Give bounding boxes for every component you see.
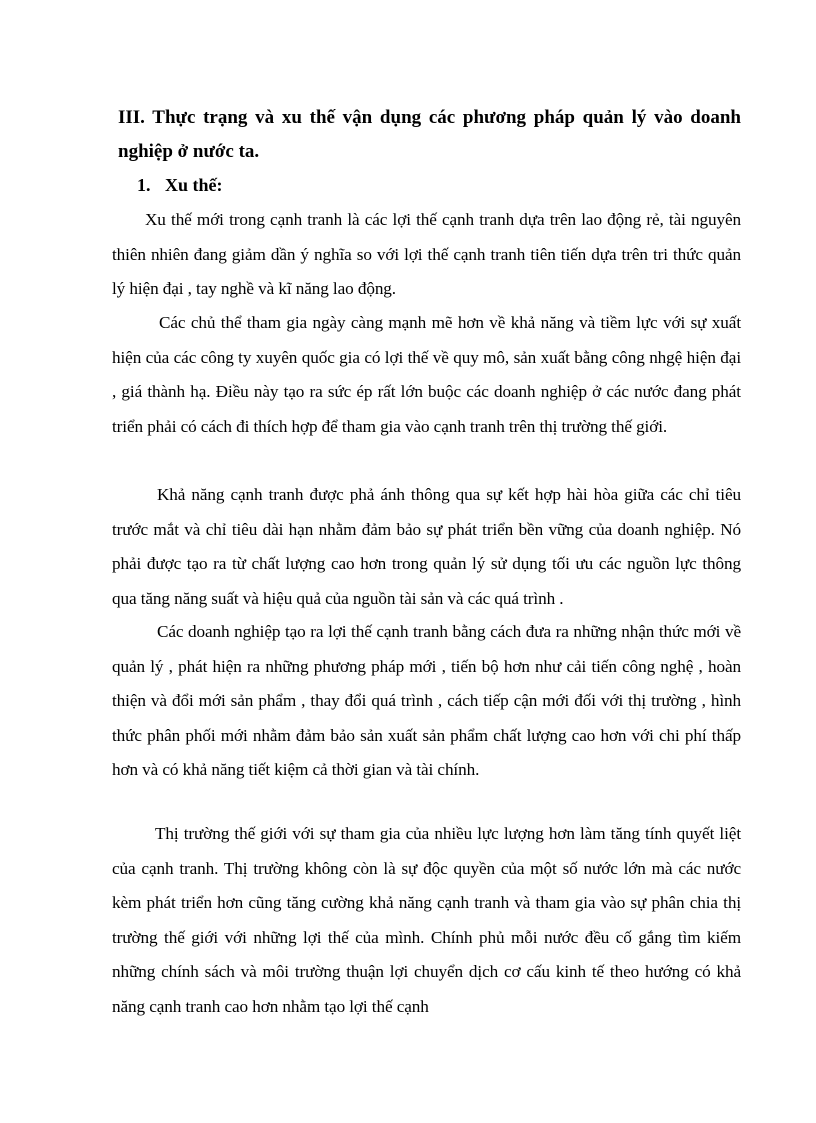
paragraph-3: Khả năng cạnh tranh được phả ánh thông qua sự kết hợp hài hòa giữa các chỉ tiêu trước mắt và chỉ tiêu dài hạn nhằm đảm bảo sự phát triển bền vững của doanh nghiệp. Nó phải được tạo ra từ chất lượng cao hơn trong quản lý sử dụng tối ưu các nguồn lực thông qua tăng năng suất và hiệu quả của nguồn tài sản và các quá trình .: [112, 485, 741, 608]
subsection-title: [137, 170, 223, 200]
paragraph-5: Thị trường thế giới với sự tham gia của nhiều lực lượng hơn làm tăng tính quyết liệt của cạnh tranh. Thị trường không còn là sự độc quyền của một số nước lớn mà các nước kèm phát triển hơn cũng tăng cường khả năng cạnh tranh và tham gia vào sự phân chia thị trường thế giới với những lợi thế của mình. Chính phủ mỗi nước đều cố gắng tìm kiếm những chính sách và môi trường thuận lợi chuyển dịch cơ cấu kinh tế theo hướng có khả năng cạnh tranh cao hơn nhằm tạo lợi thế cạnh: [112, 824, 741, 1016]
paragraph-1: Xu thế mới trong cạnh tranh là các lợi thế cạnh tranh dựa trên lao động rẻ, tài nguyên thiên nhiên đang giảm dần ý nghĩa so với lợi thế cạnh tranh tiên tiến dựa trên tri thức quản lý hiện đại , tay nghề và kĩ năng lao động.: [112, 210, 741, 298]
paragraph-4: Các doanh nghiệp tạo ra lợi thế cạnh tranh bằng cách đưa ra những nhận thức mới về quản lý , phát hiện ra những phương pháp mới , tiến bộ hơn như cải tiến công nghệ , hoàn thiện và đổi mới sản phẩm , thay đổi quá trình , cách tiếp cận mới đối với thị trường , hình thức phân phối mới nhằm đảm bảo sản xuất sản phẩm chất lượng cao hơn với chi phí thấp hơn và có khả năng tiết kiệm cả thời gian và tài chính.: [112, 622, 741, 779]
section-heading: III. Thực trạng và xu thế vận dụng các phương pháp quản lý vào doanh nghiệp ở nước ta.: [118, 107, 741, 162]
paragraph-2: Các chủ thể tham gia ngày càng mạnh mẽ hơn về khả năng và tiềm lực với sự xuất hiện của các công ty xuyên quốc gia có lợi thế về quy mô, sản xuất bằng công nhgệ hiện đại , giá thành hạ. Điều này tạo ra sức ép rất lớn buộc các doanh nghiệp ở các nước đang phát triển phải có cách đi thích hợp để tham gia vào cạnh tranh trên thị trường thế giới.: [112, 313, 741, 436]
subsection-number: 1.: [137, 175, 151, 195]
subsection-label: Xu thế:: [165, 175, 223, 195]
